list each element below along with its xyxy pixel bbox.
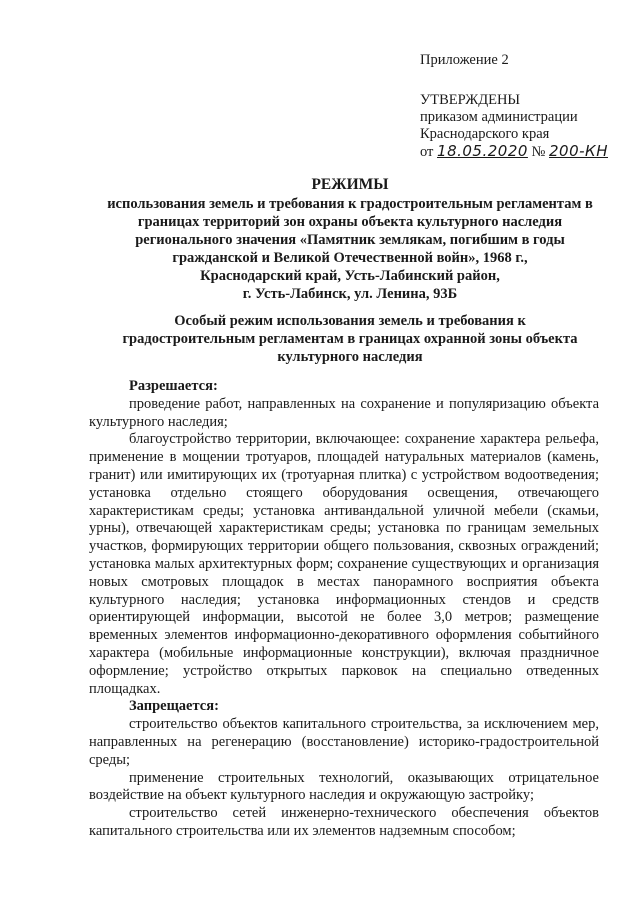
title-main: РЕЖИМЫ	[311, 176, 389, 193]
prohibited-item: строительство объектов капитального строительства, за исключением мер, направленных на регенерацию (восстановление) историко-градостроительной среды;	[89, 716, 599, 768]
section-subtitle	[90, 312, 610, 366]
title-line: использования земель и требования к градостроительным регламентам в	[107, 196, 593, 212]
subtitle-line: культурного наследия	[277, 349, 423, 365]
title-line: регионального значения «Памятник землякам, погибшим в годы	[135, 232, 565, 248]
order-date: 18.05.2020	[437, 142, 528, 160]
title-line: Краснодарский край, Усть-Лабинский район,	[200, 268, 500, 284]
allowed-item: благоустройство территории, включающее: сохранение характера рельефа, применение в мощении тротуаров, площадей натуральных материалов (камень, гранит) или имитирующих их (тротуарная плитка) с устройством водоотведения; установка отдельно стоящего оборудования освещения, отвечающего характеристикам среды; установка антивандальной уличной мебели (скамьи, урны), отвечающей характеристикам среды; установка по границам земельных участков, формирующих территории общего пользования, сквозных ограждений; установка малых архитектурных форм; сохранение существующих и организация новых смотровых площадок в местах панорамного восприятия объекта культурного наследия; установка информационных стендов и средств ориентирующей информации, высотой не более 3,0 метров; размещение временных элементов информационно-декоративного оформления событийного характера (мобильные информационные конструкции), включая праздничное оформление; устройство открытых парковок на специально отведенных площадках.	[89, 431, 599, 697]
allowed-heading: Разрешается:	[129, 378, 218, 394]
approved-label: УТВЕРЖДЕНЫ	[420, 92, 521, 108]
document-title	[70, 176, 630, 303]
appendix-label: Приложение 2	[420, 52, 509, 68]
subtitle-line: Особый режим использования земель и требования к	[174, 313, 526, 329]
title-line: г. Усть-Лабинск, ул. Ленина, 93Б	[242, 286, 458, 302]
order-number: 200-КН	[549, 142, 608, 160]
subtitle-line: градостроительным регламентам в границах охранной зоны объекта	[122, 331, 578, 347]
prohibited-heading: Запрещается:	[129, 698, 219, 715]
approval-block	[420, 92, 608, 161]
title-line: гражданской и Великой Отечественной войн», 1968 г.,	[172, 250, 528, 266]
title-line: границах территорий зон охраны объекта культурного наследия	[137, 214, 563, 230]
prohibited-item: строительство сетей инженерно-технического обеспечения объектов капитального строительства или их элементов надземным способом;	[89, 805, 599, 839]
allowed-item: проведение работ, направленных на сохранение и популяризацию объекта культурного наследия;	[89, 395, 599, 430]
document-body	[89, 378, 599, 841]
order-date-number-line	[420, 143, 608, 161]
prohibited-item: применение строительных технологий, оказывающих отрицательное воздействие на объект культурного наследия и окружающую застройку;	[89, 769, 599, 804]
number-prefix: №	[531, 144, 546, 160]
approved-region-line: Краснодарского края	[420, 126, 550, 142]
approved-by-line: приказом администрации	[420, 109, 578, 125]
from-prefix: от	[420, 144, 434, 160]
